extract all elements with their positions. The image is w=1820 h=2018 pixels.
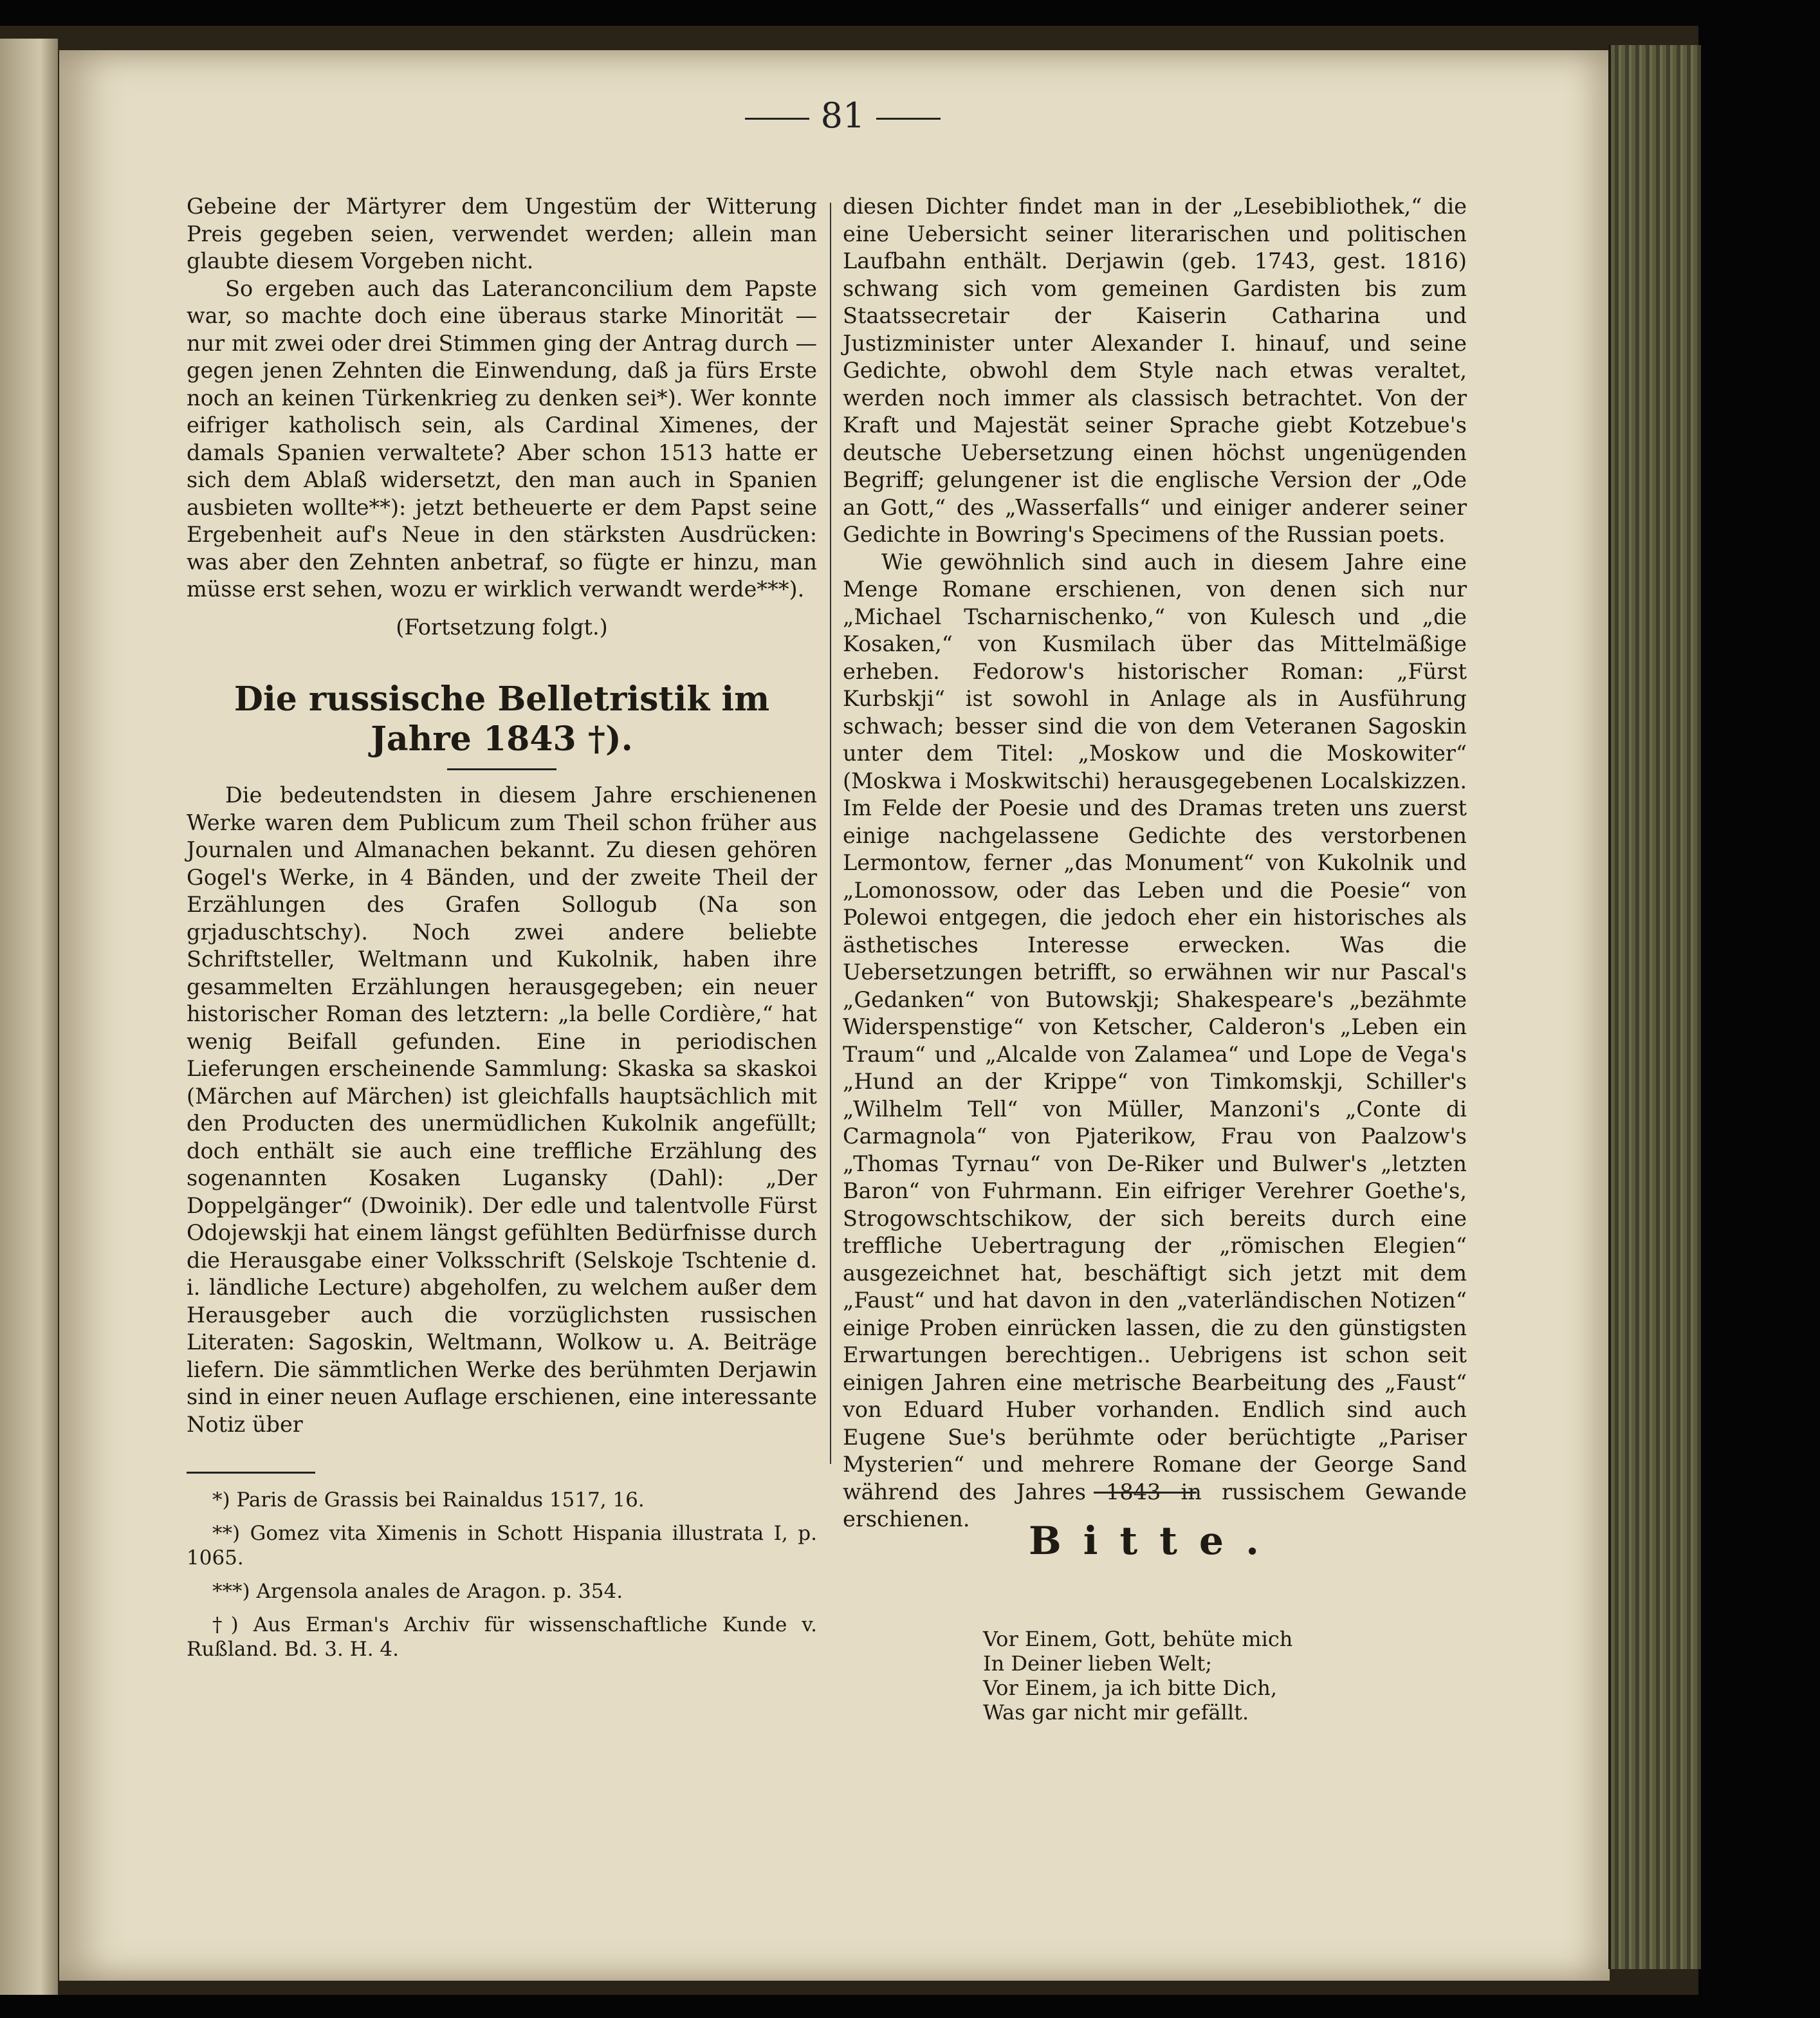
paragraph: So ergeben auch das Lateranconcilium dem Papste war, so machte doch eine überaus starke Minorität — nur mit zwei oder drei Stimmen ging der Antrag durch — gegen jenen Zehnten die Einwendung, daß ja fürs Erste noch an keinen Türkenkrieg zu denken sei*). Wer konnte eifriger katholisch sein, als Cardinal Ximenes, der damals Spanien verwaltete? Aber schon 1513 hatte er sich dem Ablaß widersetzt, den man auch in Spanien ausbieten wollte**): jetzt betheuerte er dem Papst seine Ergebenheit auf's Neue in den stärksten Ausdrücken: was aber den Zehnten anbetraf, so fügte er hinzu, man müsse erst sehen, wozu er wirklich verwandt werde***). [187,275,817,602]
article-title: Die russische Belletristik im Jahre 1843 †). [234,680,770,759]
left-page-edge [0,39,58,1995]
footnote-rule [187,1472,315,1474]
left-column [187,193,817,1671]
poem-line: Vor Einem, Gott, behüte mich [983,1627,1293,1651]
paragraph: diesen Dichter findet man in der „Lesebibliothek,“ die eine Uebersicht seiner literarischen und politischen Laufbahn enthält. Derjawin (geb. 1743, gest. 1816) schwang sich vom gemeinen Gardisten bis zum Staatssecretair der Kaiserin Catharina und Justizminister unter Alexander I. hinauf, und seine Gedichte, obwohl dem Style nach etwas veraltet, werden noch immer als classisch betrachtet. Von der Kraft und Majestät seiner Sprache giebt Kotzebue's deutsche Uebersetzung einen höchst ungenügenden Begriff; gelungener ist die englische Version der „Ode an Gott,“ des „Wasserfalls“ und einiger anderer seiner Gedichte in Bowring's Specimens of the Russian poets. [843,194,1467,547]
poem-line: Was gar nicht mir gefällt. [983,1700,1249,1725]
title-rule [447,768,556,770]
column-divider [830,203,831,1464]
poem-line: Vor Einem, ja ich bitte Dich, [983,1676,1277,1700]
book-binding [1608,45,1701,1969]
right-column [843,193,1467,1533]
paragraph: Gebeine der Märtyrer dem Ungestüm der Witterung Preis gegeben seien, verwendet werden; allein man glaubte diesem Vorgeben nicht. [187,194,817,273]
poem-line: In Deiner lieben Welt; [983,1651,1212,1676]
footnote: **) Gomez vita Ximenis in Schott Hispania illustrata I, p. 1065. [187,1522,817,1569]
paragraph: Wie gewöhnlich sind auch in diesem Jahre eine Menge Romane erschienen, von denen sich nur „Michael Tscharnischenko,“ von Kulesch und „die Kosaken,“ von Kusmilach über das Mittelmäßige erheben. Fedorow's historischer Roman: „Fürst Kurbskji“ ist sowohl in Anlage als in Ausführung schwach; besser sind die von dem Veteranen Sagoskin unter dem Titel: „Moskow und die Moskowiter“ (Moskwa i Moskwitschi) herausgegebenen Localskizzen. Im Felde der Poesie und des Dramas treten uns zuerst einige nachgelassene Gedichte des verstorbenen Lermontow, ferner „das Monument“ von Kukolnik und „Lomonossow, oder das Leben und die Poesie“ von Polewoi entgegen, die jedoch eher ein historisches als ästhetisches Interesse erwecken. Was die Uebersetzungen betrifft, so erwähnen wir nur Pascal's „Gedanken“ von Butowskji; Shakespeare's „bezähmte Widerspenstige“ von Ketscher, Calderon's „Leben ein Traum“ und „Alcalde von Zalamea“ und Lope de Vega's „Hund an der Krippe“ von Timkomskji, Schiller's „Wilhelm Tell“ von Müller, Manzoni's „Conte di Carmagnola“ von Pjaterikow, Frau von Paalzow's „Thomas Tyrnau“ von De-Riker und Bulwer's „letzten Baron“ von Fuhrmann. Ein eifriger Verehrer Goethe's, Strogowschtschikow, der sich bereits durch eine treffliche Uebertragung der „römischen Elegien“ ausgezeichnet hat, beschäftigt sich jetzt mit dem „Faust“ und hat davon in den „vaterländischen Notizen“ einige Proben einrücken lassen, die zu den günstigsten Erwartungen berechtigen.. Uebrigens ist schon seit einigen Jahren eine metrische Bearbeitung des „Faust“ von Eduard Huber vorhanden. Endlich sind auch Eugene Sue's berühmte oder berüchtigte „Pariser Mysterien“ und mehrere Romane der George Sand während des Jahres 1843 in russischem Gewande erschienen. [843,549,1467,1532]
footnote: †) Aus Erman's Archiv für wissenschaftliche Kunde v. Rußland. Bd. 3. H. 4. [187,1613,817,1661]
continuation-note: (Fortsetzung folgt.) [396,614,608,640]
footnote: *) Paris de Grassis bei Rainaldus 1517, 16. [212,1488,645,1512]
paragraph: Die bedeutendsten in diesem Jahre erschienenen Werke waren dem Publicum zum Theil schon früher aus Journalen und Almanachen bekannt. Zu diesen gehören Gogel's Werke, in 4 Bänden, und der zweite Theil der Erzählungen des Grafen Sollogub (Na son grjaduschtschy). Noch zwei andere beliebte Schriftsteller, Weltmann und Kukolnik, haben ihre gesammelten Erzählungen herausgegeben; ein neuer historischer Roman des letztern: „la belle Cordière,“ hat wenig Beifall gefunden. Eine in periodischen Lieferungen erscheinende Sammlung: Skaska sa skaskoi (Märchen auf Märchen) ist gleichfalls hauptsächlich mit den Producten des unermüdlichen Kukolnik angefüllt; doch enthält sie auch eine treffliche Erzählung des sogenannten Kosaken Lugansky (Dahl): „Der Doppelgänger“ (Dwoinik). Der edle und talentvolle Fürst Odojewskji hat einem längst gefühlten Bedürfnisse durch die Herausgabe einer Volksschrift (Selskoje Tschtenie d. i. ländliche Lecture) abgeholfen, zu welchem außer dem Herausgeber auch die vorzüglichsten russischen Literaten: Sagoskin, Weltmann, Wolkow u. A. Beiträge liefern. Die sämmtlichen Werke des berühmten Derjawin sind in einer neuen Auflage erschienen, eine interessante Notiz über [187,782,817,1437]
footnote: ***) Argensola anales de Aragon. p. 354. [212,1580,623,1603]
poem-title: Bitte. [1029,1519,1281,1564]
poem [983,1627,1292,1725]
page-number-text: 81 [820,95,865,136]
page-number [721,95,965,140]
poem-rule [1094,1492,1197,1494]
